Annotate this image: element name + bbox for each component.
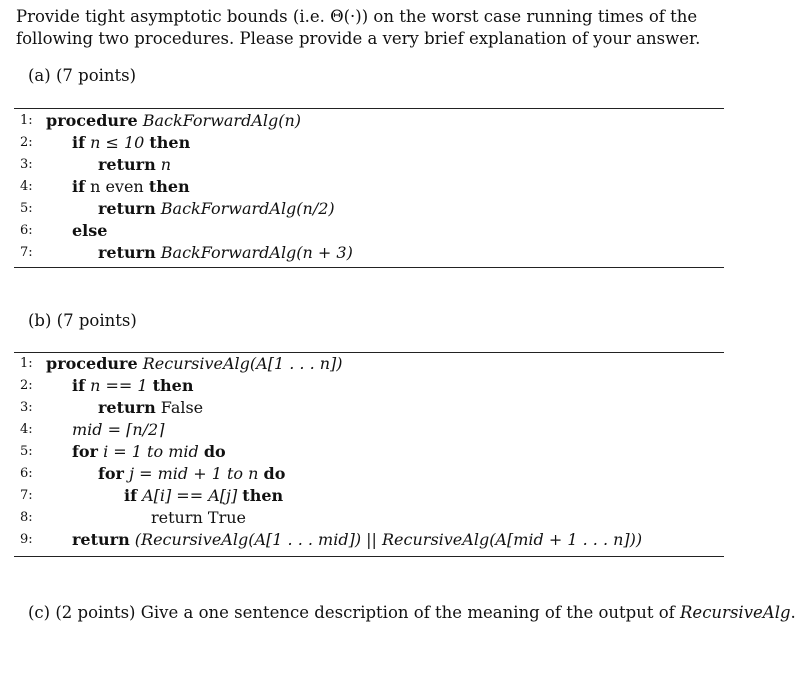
line-number: 3: [20, 157, 33, 172]
keyword: return [98, 155, 156, 174]
expression: return True [151, 508, 246, 527]
procedure-signature: BackForwardAlg(n) [142, 111, 302, 130]
part-a-heading: (a) (7 points) [28, 66, 137, 85]
keyword: if [72, 133, 85, 152]
algorithm-b [20, 353, 720, 551]
loop-range: j = mid + 1 to n [129, 464, 259, 483]
line-number: 5: [20, 201, 33, 216]
keyword: for [72, 442, 98, 461]
keyword: else [72, 221, 108, 240]
procedure-signature: RecursiveAlg(A[1 . . . n]) [142, 354, 343, 373]
keyword: return [72, 530, 130, 549]
algo-b-line-7 [20, 485, 720, 507]
expression: False [160, 398, 204, 417]
part-b-heading: (b) (7 points) [28, 311, 137, 330]
algo-b-line-1 [20, 353, 720, 375]
line-number: 7: [20, 245, 33, 260]
condition: A[i] == A[j] [142, 486, 238, 505]
algo-a-bottom-rule [14, 267, 724, 268]
part-c-text: (c) (2 points) Give a one sentence description of the meaning of the output of [28, 603, 680, 622]
line-number: 3: [20, 400, 33, 415]
keyword: if [124, 486, 137, 505]
keyword: then [148, 177, 190, 196]
algo-b-line-3 [20, 397, 720, 419]
line-number: 7: [20, 488, 33, 503]
line-number: 9: [20, 532, 33, 547]
keyword: do [203, 442, 226, 461]
line-number: 4: [20, 422, 33, 437]
assignment: mid = ⌈n/2⌉ [72, 420, 165, 439]
keyword: procedure [46, 354, 138, 373]
condition: n ≤ 10 [90, 133, 145, 152]
keyword: then [242, 486, 284, 505]
expression: n [160, 155, 172, 174]
keyword: return [98, 398, 156, 417]
line-number: 6: [20, 466, 33, 481]
algo-b-line-9 [20, 529, 720, 551]
line-number: 6: [20, 223, 33, 238]
keyword: do [263, 464, 286, 483]
keyword: procedure [46, 111, 138, 130]
algo-a-line-5 [20, 198, 720, 220]
algo-b-bottom-rule [14, 556, 724, 557]
line-number: 4: [20, 179, 33, 194]
keyword: return [98, 243, 156, 262]
condition: n == 1 [90, 376, 148, 395]
line-number: 2: [20, 135, 33, 150]
algo-a-line-1 [20, 110, 720, 132]
problem-intro: Provide tight asymptotic bounds (i.e. Θ(·)) on the worst case running times of the following two procedures. Please provide a very brief explanation of your answer. [16, 7, 701, 48]
condition: n even [90, 177, 144, 196]
expression: BackForwardAlg(n + 3) [160, 243, 353, 262]
algo-b-line-8 [20, 507, 720, 529]
algo-a-line-4 [20, 176, 720, 198]
keyword: then [152, 376, 194, 395]
keyword: return [98, 199, 156, 218]
algo-a-top-rule [14, 108, 724, 109]
loop-range: i = 1 to mid [103, 442, 199, 461]
expression: BackForwardAlg(n/2) [160, 199, 335, 218]
keyword: for [98, 464, 124, 483]
line-number: 5: [20, 444, 33, 459]
line-number: 1: [20, 113, 33, 128]
part-c-period: . [790, 603, 796, 622]
keyword: if [72, 376, 85, 395]
line-number: 1: [20, 356, 33, 371]
algo-a-line-7 [20, 242, 720, 264]
algo-a-line-3 [20, 154, 720, 176]
algo-b-line-5 [20, 441, 720, 463]
keyword: then [149, 133, 191, 152]
part-c-question [28, 603, 796, 622]
expression: (RecursiveAlg(A[1 . . . mid]) || RecursiveAlg(A[mid + 1 . . . n])) [134, 530, 643, 549]
algorithm-a [20, 110, 720, 264]
algo-b-line-2 [20, 375, 720, 397]
algo-b-line-4 [20, 419, 720, 441]
algo-b-line-6 [20, 463, 720, 485]
algo-a-line-6 [20, 220, 720, 242]
line-number: 8: [20, 510, 33, 525]
line-number: 2: [20, 378, 33, 393]
keyword: if [72, 177, 85, 196]
part-c-procedure-name: RecursiveAlg [680, 603, 791, 622]
algo-a-line-2 [20, 132, 720, 154]
